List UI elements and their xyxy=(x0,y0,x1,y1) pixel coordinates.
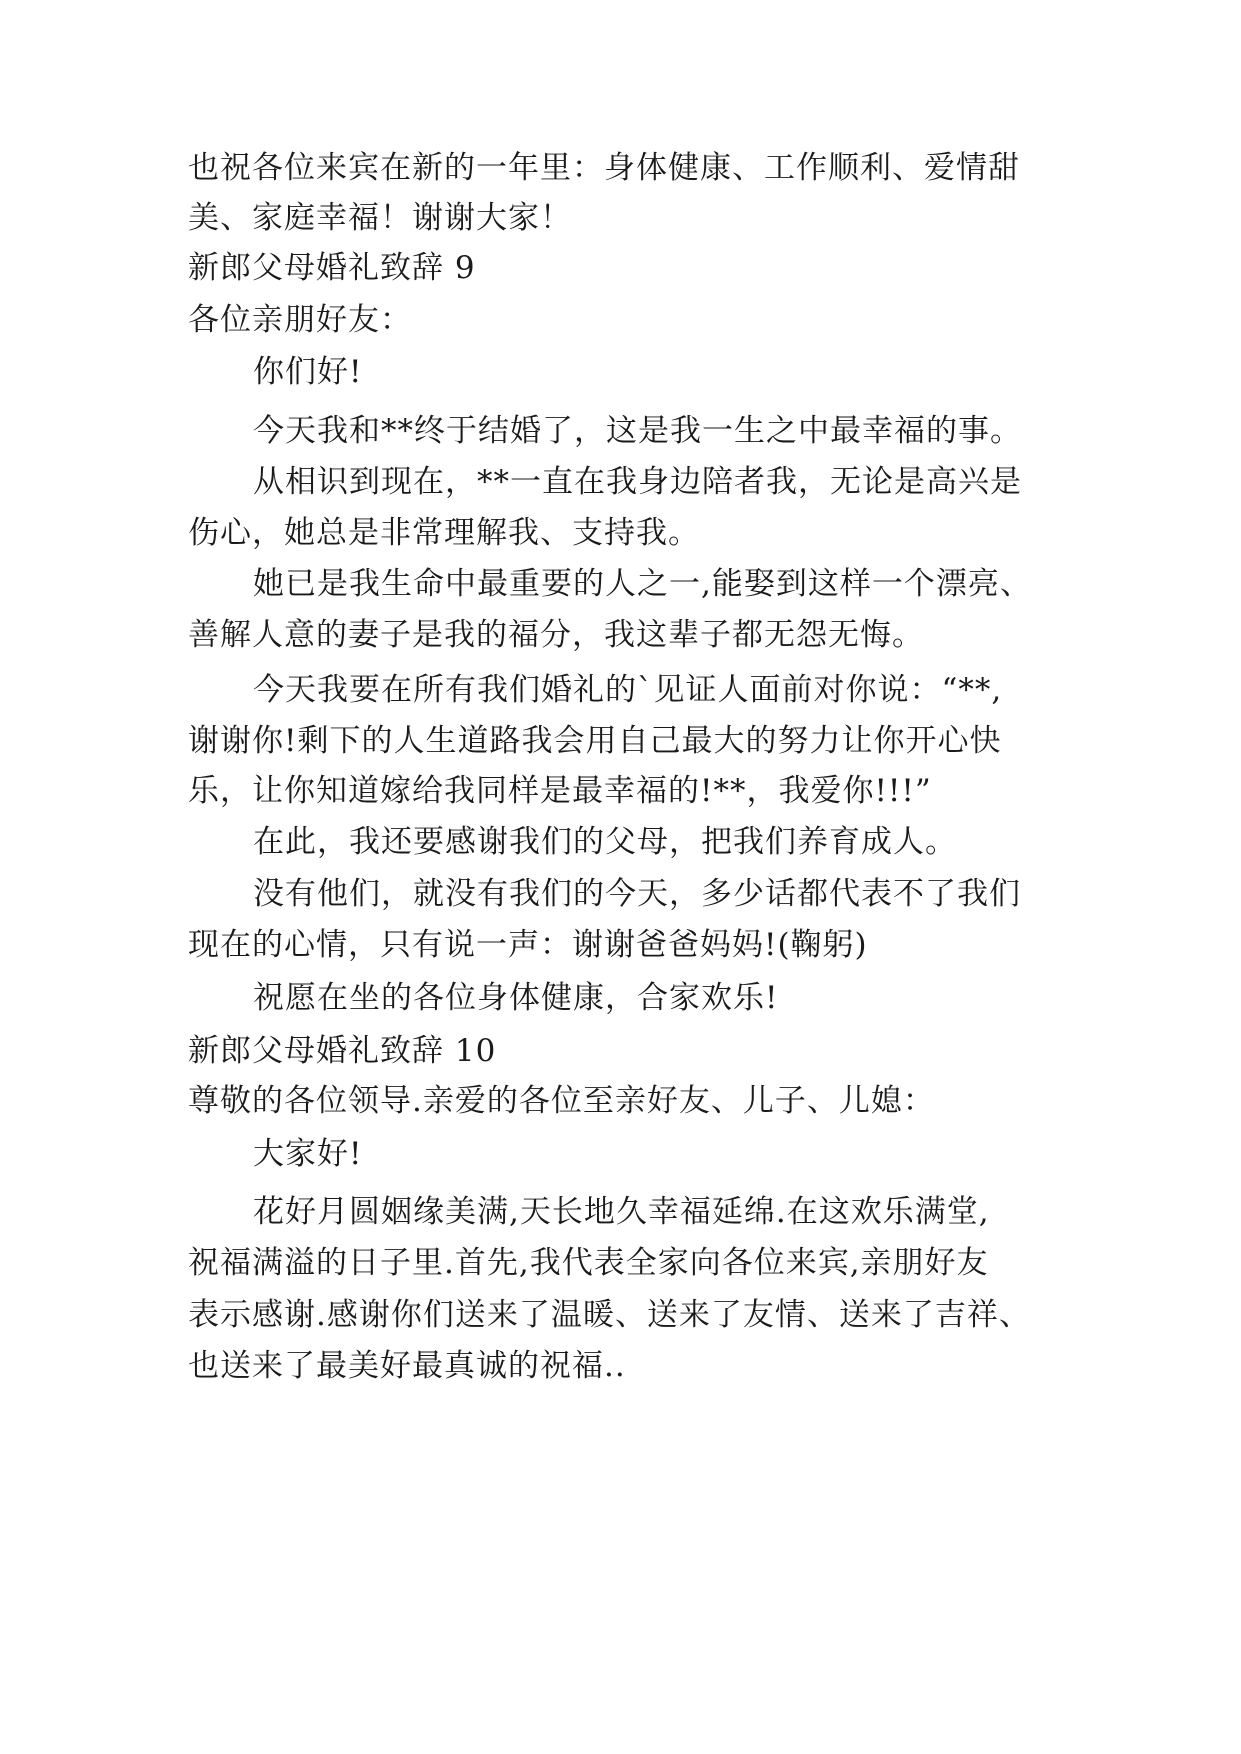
text-line: 没有他们，就没有我们的今天，多少话都代表不了我们 xyxy=(253,876,1021,912)
greeting: 大家好! xyxy=(253,1136,363,1172)
section-heading: 新郎父母婚礼致辞 10 xyxy=(188,1033,497,1069)
text-line: 在此，我还要感谢我们的父母，把我们养育成人。 xyxy=(253,824,957,860)
text-line: 也祝各位来宾在新的一年里：身体健康、工作顺利、爱情甜 xyxy=(188,150,1020,186)
text-line: 伤心，她总是非常理解我、支持我。 xyxy=(188,515,700,551)
greeting: 你们好! xyxy=(253,354,363,390)
text-line: 今天我要在所有我们婚礼的`见证人面前对你说：“**, xyxy=(253,672,1003,708)
section-heading: 新郎父母婚礼致辞 9 xyxy=(188,250,476,286)
text-line: 今天我和**终于结婚了，这是我一生之中最幸福的事。 xyxy=(253,413,1022,449)
text-line: 乐，让你知道嫁给我同样是最幸福的!**，我爱你!!!” xyxy=(188,773,932,809)
text-line: 祝愿在坐的各位身体健康，合家欢乐! xyxy=(253,980,779,1016)
text-line: 她已是我生命中最重要的人之一,能娶到这样一个漂亮、 xyxy=(253,566,1032,602)
text-line: 也送来了最美好最真诚的祝福.. xyxy=(188,1348,626,1384)
text-line: 现在的心情，只有说一声：谢谢爸爸妈妈!(鞠躬) xyxy=(188,927,868,963)
salutation: 各位亲朋好友： xyxy=(188,302,412,338)
text-line: 谢谢你!剩下的人生道路我会用自己最大的努力让你开心快 xyxy=(188,723,1002,759)
salutation: 尊敬的各位领导.亲爱的各位至亲好友、儿子、儿媳： xyxy=(188,1083,935,1119)
text-line: 祝福满溢的日子里.首先,我代表全家向各位来宾,亲朋好友 xyxy=(188,1245,989,1281)
text-line: 善解人意的妻子是我的福分，我这辈子都无怨无悔。 xyxy=(188,617,924,653)
text-line: 表示感谢.感谢你们送来了温暖、送来了友情、送来了吉祥、 xyxy=(188,1297,1031,1333)
text-line: 花好月圆姻缘美满,天长地久幸福延绵.在这欢乐满堂, xyxy=(253,1194,990,1230)
text-line: 从相识到现在，**一直在我身边陪者我，无论是高兴是 xyxy=(253,464,1022,500)
text-line: 美、家庭幸福！谢谢大家！ xyxy=(188,200,572,236)
